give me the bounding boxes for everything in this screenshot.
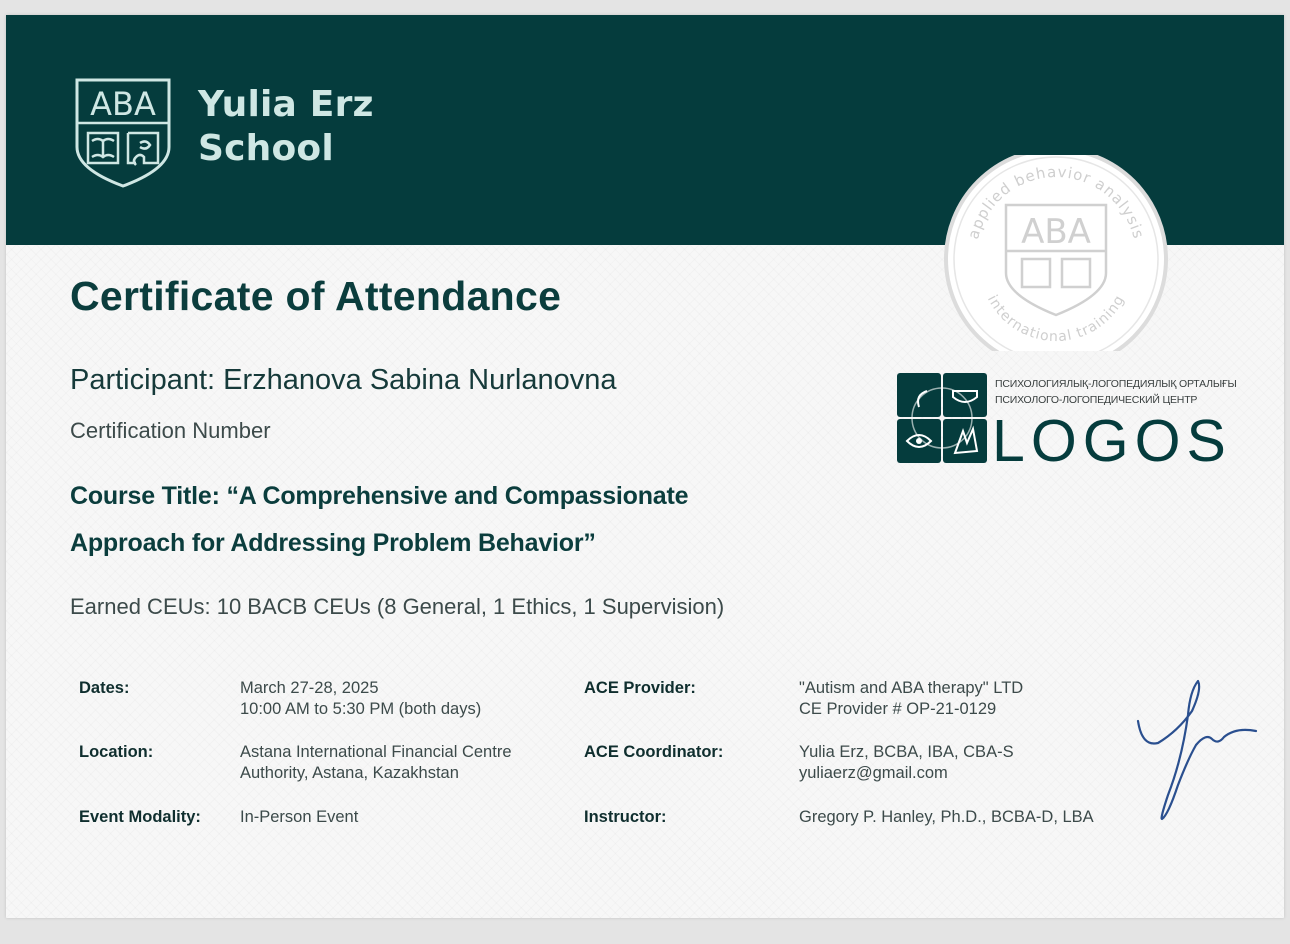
- svg-text:ABA: ABA: [1021, 212, 1091, 252]
- ace-coordinator-label: ACE Coordinator:: [584, 743, 724, 761]
- school-name: Yulia Erz School: [198, 84, 374, 169]
- certificate-title: Certificate of Attendance: [70, 273, 562, 319]
- certification-number-label: Certification Number: [70, 418, 271, 443]
- course-title: Course Title: “A Comprehensive and Compassionate Approach for Addressing Problem Behavior”: [70, 482, 689, 557]
- logos-name: LOGOS: [992, 408, 1232, 474]
- instructor-value: Gregory P. Hanley, Ph.D., BCBA-D, LBA: [799, 808, 1094, 826]
- logos-subtitle: ПСИХОЛОГИЯЛЫҚ-ЛОГОПЕДИЯЛЫҚ ОРТАЛЫҒЫ ПСИХОЛОГО-ЛОГОПЕДИЧЕСКИЙ ЦЕНТР: [995, 378, 1237, 406]
- location-value: Astana International Financial Centre Authority, Astana, Kazakhstan: [240, 743, 512, 782]
- svg-text:ABA: ABA: [90, 85, 156, 123]
- instructor-label: Instructor:: [584, 808, 667, 826]
- earned-ceus: Earned CEUs: 10 BACB CEUs (8 General, 1 Ethics, 1 Supervision): [70, 594, 725, 619]
- modality-label: Event Modality:: [79, 808, 201, 826]
- aba-shield-logo: [74, 77, 172, 189]
- svg-text:applied behavior analysis: applied behavior analysis: [964, 162, 1148, 242]
- ace-coordinator-value: Yulia Erz, BCBA, IBA, CBA-S yuliaerz@gmail.com: [799, 743, 1014, 782]
- location-label: Location:: [79, 743, 154, 761]
- applied-behavior-analysis-seal: [942, 155, 1170, 351]
- ace-provider-value: "Autism and ABA therapy" LTD CE Provider # OP-21-0129: [799, 679, 1024, 718]
- modality-value: In-Person Event: [240, 808, 359, 826]
- dates-value: March 27-28, 2025 10:00 AM to 5:30 PM (both days): [240, 679, 482, 718]
- book-icon: [88, 133, 118, 163]
- signature: [1128, 675, 1258, 825]
- ace-provider-label: ACE Provider:: [584, 679, 696, 697]
- dates-label: Dates:: [79, 679, 130, 697]
- participant-name: Participant: Erzhanova Sabina Nurlanovna: [70, 364, 617, 396]
- certificate: [6, 15, 1284, 918]
- puzzle-icon: [128, 133, 158, 165]
- svg-text:international training: international training: [983, 292, 1129, 346]
